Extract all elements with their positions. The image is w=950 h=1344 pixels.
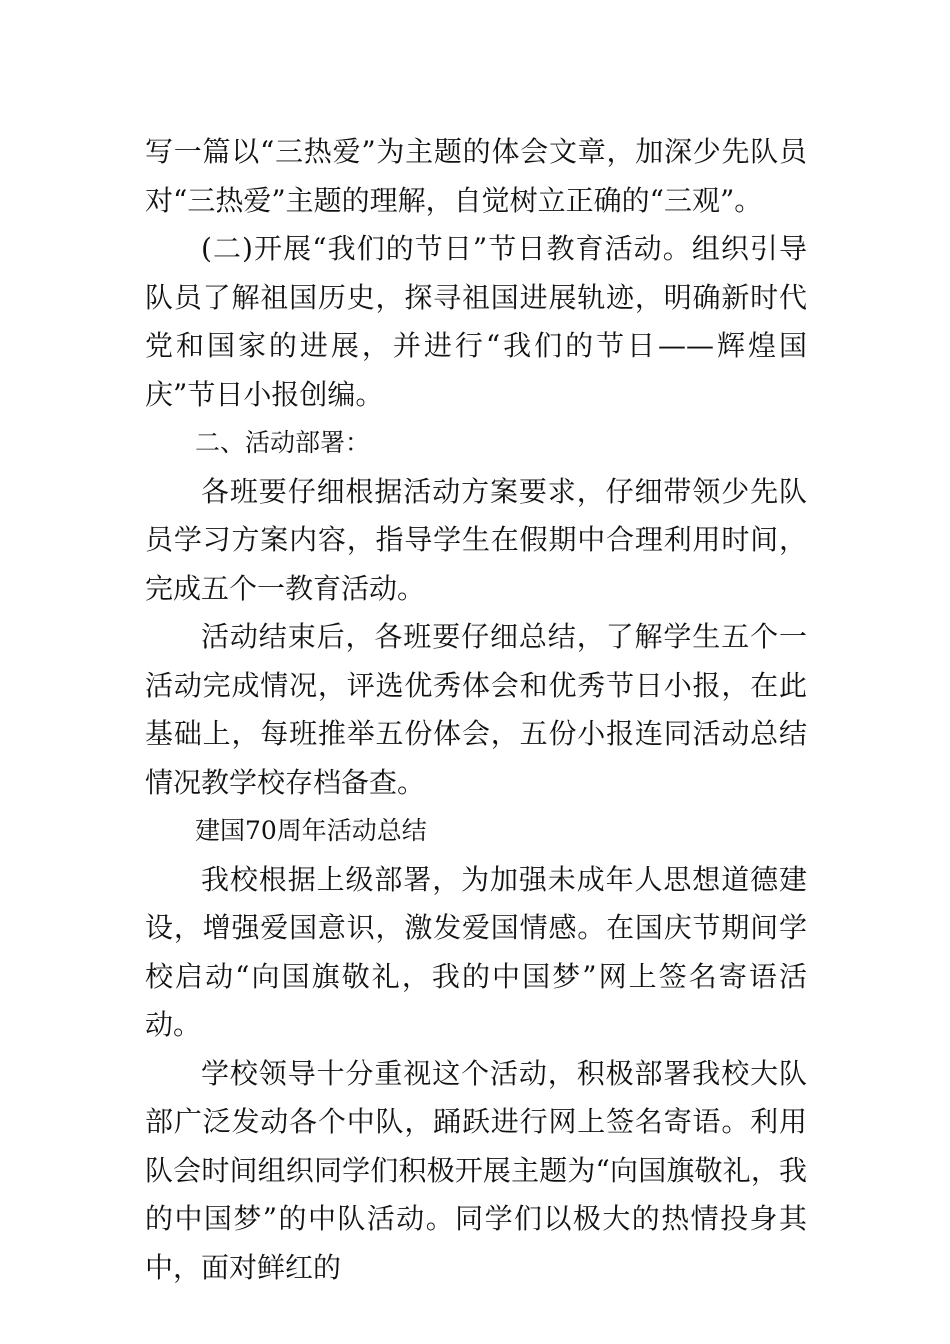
section-title-anniversary-summary: 建国70周年活动总结: [195, 816, 427, 845]
paragraph-summary-requirements: 活动结束后，各班要仔细总结，了解学生五个一活动完成情况，评选优秀体会和优秀节日小报，在此基础上，每班推举五份体会，五份小报连同活动总结情况教学校存档备查。: [145, 620, 807, 799]
paragraph-festival-activity: (二)开展“我们的节日”节日教育活动。组织引导队员了解祖国历史，探寻祖国进展轨迹，明确新时代党和国家的进展，并进行“我们的节日——辉煌国庆”节日小报创编。: [145, 232, 807, 411]
section-heading-deployment: 二、活动部署：: [195, 428, 371, 457]
paragraph-school-activity: 我校根据上级部署，为加强未成年人思想道德建设，增强爱国意识，激发爱国情感。在国庆节期间学校启动“向国旗敬礼，我的中国梦”网上签名寄语活动。: [145, 862, 807, 1041]
paragraph-leadership-support: 学校领导十分重视这个活动，积极部署我校大队部广泛发动各个中队，踊跃进行网上签名寄语。利用队会时间组织同学们积极开展主题为“向国旗敬礼，我的中国梦”的中队活动。同学们以极大的热情投身其中，面对鲜红的: [145, 1056, 807, 1284]
document-body: [145, 128, 807, 1292]
paragraph-class-requirements: 各班要仔细根据活动方案要求，仔细带领少先队员学习方案内容，指导学生在假期中合理利用时间，完成五个一教育活动。: [145, 474, 807, 605]
paragraph-continuation: 写一篇以“三热爱”为主题的体会文章，加深少先队员对“三热爱”主题的理解，自觉树立正确的“三观”。: [145, 135, 807, 217]
